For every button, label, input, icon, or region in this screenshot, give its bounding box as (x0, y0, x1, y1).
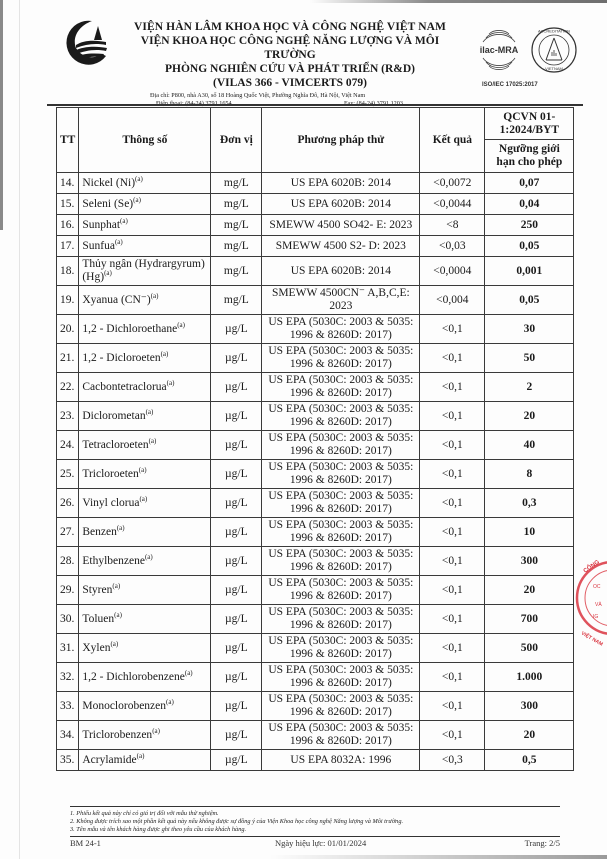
col-header-param: Thông số (79, 108, 211, 173)
table-row (57, 663, 574, 692)
table-row (57, 431, 574, 460)
result-value: <0,03 (420, 236, 485, 257)
footer-divider-bottom (70, 836, 560, 837)
col-header-method: Phương pháp thử (262, 108, 420, 173)
limit-value: 500 (485, 634, 574, 663)
parameter-name: Ethylbenzene$^{(a)}$ (79, 547, 211, 576)
parameter-name: Cacbontetraclorua$^{(a)}$ (79, 373, 211, 402)
unit: µg/L (211, 721, 262, 750)
unit: mg/L (211, 236, 262, 257)
svg-text:VÀ: VÀ (595, 602, 602, 608)
limit-value: 0,07 (485, 173, 574, 194)
parameter-name: Sunphat$^{(a)}$ (79, 215, 211, 236)
test-method: US EPA 6020B: 2014 (262, 194, 420, 215)
result-value: <0,1 (420, 315, 485, 344)
table-row (57, 215, 574, 236)
result-value: <0,1 (420, 402, 485, 431)
table-row (57, 257, 574, 286)
footer-notes (70, 810, 570, 834)
table-row (57, 315, 574, 344)
unit: µg/L (211, 663, 262, 692)
results-table (56, 107, 574, 771)
unit: µg/L (211, 634, 262, 663)
table-row (57, 692, 574, 721)
limit-value: 20 (485, 402, 574, 431)
ilac-mra-logo-icon (477, 28, 521, 72)
limit-value: 0,3 (485, 489, 574, 518)
test-method: US EPA (5030C: 2003 & 5035: 1996 & 8260D: 2017) (262, 373, 420, 402)
test-method: US EPA (5030C: 2003 & 5035: 1996 & 8260D: 2017) (262, 547, 420, 576)
row-index: 22. (57, 373, 79, 402)
result-value: <0,004 (420, 286, 485, 315)
row-index: 28. (57, 547, 79, 576)
test-method: US EPA (5030C: 2003 & 5035: 1996 & 8260D: 2017) (262, 634, 420, 663)
limit-value: 10 (485, 518, 574, 547)
row-index: 16. (57, 215, 79, 236)
result-value: <8 (420, 215, 485, 236)
unit: µg/L (211, 605, 262, 634)
scan-edge-shadow (310, 0, 607, 3)
test-method: SMEWW 4500 S2- D: 2023 (262, 236, 420, 257)
unit: mg/L (211, 286, 262, 315)
academy-name: VIỆN HÀN LÂM KHOA HỌC VÀ CÔNG NGHỆ VIỆT NAM (134, 21, 446, 33)
limit-value: 0,05 (485, 286, 574, 315)
department-name: PHÒNG NGHIÊN CỨU VÀ PHÁT TRIỂN (R&D) (164, 63, 416, 75)
limit-value: 0,05 (485, 236, 574, 257)
result-value: <0,1 (420, 576, 485, 605)
test-method: SMEWW 4500CN⁻ A,B,C,E: 2023 (262, 286, 420, 315)
limit-value: 0,001 (485, 257, 574, 286)
parameter-name: Tricloroeten$^{(a)}$ (79, 460, 211, 489)
page-fold-line (19, 0, 20, 859)
unit: µg/L (211, 315, 262, 344)
result-value: <0,0004 (420, 257, 485, 286)
unit: µg/L (211, 518, 262, 547)
test-method: US EPA (5030C: 2003 & 5035: 1996 & 8260D: 2017) (262, 460, 420, 489)
parameter-name: Seleni $(Se)^{(a)}$ (79, 194, 211, 215)
test-method: US EPA (5030C: 2003 & 5035: 1996 & 8260D: 2017) (262, 344, 420, 373)
limit-value: 300 (485, 547, 574, 576)
svg-text:CÔNG: CÔNG (582, 559, 601, 575)
result-value: <0,1 (420, 344, 485, 373)
unit: µg/L (211, 547, 262, 576)
bureau-of-accreditation-logo-icon (530, 26, 578, 74)
unit: µg/L (211, 460, 262, 489)
unit: µg/L (211, 489, 262, 518)
table-row (57, 173, 574, 194)
row-index: 30. (57, 605, 79, 634)
test-method: SMEWW 4500 SO42- E: 2023 (262, 215, 420, 236)
result-value: <0,1 (420, 373, 485, 402)
result-value: <0,1 (420, 692, 485, 721)
unit: mg/L (211, 173, 262, 194)
table-row (57, 402, 574, 431)
parameter-name: Monoclorobenzen$^{(a)}$ (79, 692, 211, 721)
table-row (57, 547, 574, 576)
page-number: Trang: 2/5 (524, 838, 560, 848)
result-value: <0,1 (420, 721, 485, 750)
unit: µg/L (211, 750, 262, 771)
unit: mg/L (211, 194, 262, 215)
test-method: US EPA (5030C: 2003 & 5035: 1996 & 8260D: 2017) (262, 605, 420, 634)
limit-value: 30 (485, 315, 574, 344)
row-index: 35. (57, 750, 79, 771)
footer-note-3: 3. Tên mẫu và tên khách hàng được ghi theo yêu cầu của khách hàng. (70, 826, 247, 833)
footer-note-2: 2. Không được trích sao một phần kết quả này nếu không được sự đồng ý của Viện Khoa học công nghệ Năng lượng và Môi trường. (70, 818, 404, 825)
row-index: 21. (57, 344, 79, 373)
result-value: <0,1 (420, 460, 485, 489)
table-row (57, 373, 574, 402)
row-index: 14. (57, 173, 79, 194)
row-index: 18. (57, 257, 79, 286)
result-value: <0,1 (420, 663, 485, 692)
parameter-name: Benzen$^{(a)}$ (79, 518, 211, 547)
row-index: 20. (57, 315, 79, 344)
parameter-name: Triclorobenzen$^{(a)}$ (79, 721, 211, 750)
form-code: BM 24-1 (70, 838, 101, 848)
row-index: 31. (57, 634, 79, 663)
institute-name: VIỆN KHOA HỌC CÔNG NGHỆ NĂNG LƯỢNG VÀ MÔI TRƯỜNG (140, 35, 440, 61)
footer-divider-top (70, 806, 560, 807)
table-row (57, 460, 574, 489)
parameter-name: 1,2 - Dicloroeten$^{(a)}$ (79, 344, 211, 373)
parameter-name: Vinyl clorua$^{(a)}$ (79, 489, 211, 518)
row-index: 17. (57, 236, 79, 257)
parameter-name: Xyanua $(CN^-)^{(a)}$ (79, 286, 211, 315)
footer-bar (70, 838, 560, 850)
limit-value: 8 (485, 460, 574, 489)
institute-logo-icon (62, 18, 112, 68)
unit: µg/L (211, 344, 262, 373)
test-method: US EPA (5030C: 2003 & 5035: 1996 & 8260D: 2017) (262, 489, 420, 518)
parameter-name: Sunfua$^{(a)}$ (79, 236, 211, 257)
col-header-unit: Đơn vị (211, 108, 262, 173)
test-method: US EPA (5030C: 2003 & 5035: 1996 & 8260D: 2017) (262, 431, 420, 460)
table-row (57, 194, 574, 215)
row-index: 24. (57, 431, 79, 460)
test-method: US EPA 6020B: 2014 (262, 173, 420, 194)
row-index: 23. (57, 402, 79, 431)
result-value: <0,1 (420, 431, 485, 460)
svg-text:ilac-MRA: ilac-MRA (479, 45, 519, 55)
unit: µg/L (211, 431, 262, 460)
table-row (57, 236, 574, 257)
limit-value: 300 (485, 692, 574, 721)
result-value: <0,1 (420, 634, 485, 663)
test-method: US EPA (5030C: 2003 & 5035: 1996 & 8260D: 2017) (262, 576, 420, 605)
test-method: US EPA (5030C: 2003 & 5035: 1996 & 8260D: 2017) (262, 518, 420, 547)
table-row (57, 750, 574, 771)
test-method: US EPA (5030C: 2003 & 5035: 1996 & 8260D: 2017) (262, 692, 420, 721)
limit-value: 700 (485, 605, 574, 634)
row-index: 25. (57, 460, 79, 489)
limit-value: 50 (485, 344, 574, 373)
result-value: <0,0044 (420, 194, 485, 215)
row-index: 26. (57, 489, 79, 518)
scan-edge-left (0, 0, 3, 230)
row-index: 34. (57, 721, 79, 750)
svg-text:VIETNAM: VIETNAM (545, 66, 563, 71)
row-index: 27. (57, 518, 79, 547)
svg-text:VIỆT NAM: VIỆT NAM (580, 630, 604, 648)
table-row (57, 605, 574, 634)
unit: µg/L (211, 576, 262, 605)
unit: mg/L (211, 215, 262, 236)
parameter-name: Acrylamide$^{(a)}$ (79, 750, 211, 771)
parameter-name: Xylen$^{(a)}$ (79, 634, 211, 663)
unit: µg/L (211, 402, 262, 431)
limit-value: 20 (485, 576, 574, 605)
col-header-tt: TT (57, 108, 79, 173)
col-header-result: Kết quả (420, 108, 485, 173)
parameter-name: Thủy ngân (Hydrargyrum) $(Hg)^{(a)}$ (79, 257, 211, 286)
parameter-name: Toluen$^{(a)}$ (79, 605, 211, 634)
parameter-name: Nickel $(Ni)^{(a)}$ (79, 173, 211, 194)
test-method: US EPA (5030C: 2003 & 5035: 1996 & 8260D: 2017) (262, 663, 420, 692)
address: Địa chỉ: P800, nhà A30, số 18 Hoàng Quốc Việt, Phường Nghĩa Đô, Hà Nội, Việt Nam (150, 92, 366, 99)
limit-value: 2 (485, 373, 574, 402)
result-value: <0,1 (420, 489, 485, 518)
accreditation-codes: (VILAS 366 - VIMCERTS 079) (212, 77, 367, 89)
result-value: <0,3 (420, 750, 485, 771)
limit-value: 40 (485, 431, 574, 460)
parameter-name: 1,2 - Dichloroethane$^{(a)}$ (79, 315, 211, 344)
result-value: <0,1 (420, 605, 485, 634)
row-index: 32. (57, 663, 79, 692)
limit-value: 0,04 (485, 194, 574, 215)
row-index: 33. (57, 692, 79, 721)
test-method: US EPA 6020B: 2014 (262, 257, 420, 286)
institute-header (120, 20, 460, 108)
unit: µg/L (211, 373, 262, 402)
unit: µg/L (211, 692, 262, 721)
scan-edge-bottom (270, 855, 607, 859)
parameter-name: Styren$^{(a)}$ (79, 576, 211, 605)
table-row (57, 576, 574, 605)
result-value: <0,0072 (420, 173, 485, 194)
table-row (57, 286, 574, 315)
svg-text:OC: OC (593, 584, 601, 590)
row-index: 19. (57, 286, 79, 315)
limit-value: 20 (485, 721, 574, 750)
effective-date: Ngày hiệu lực: 01/01/2024 (275, 838, 367, 848)
test-method: US EPA (5030C: 2003 & 5035: 1996 & 8260D: 2017) (262, 402, 420, 431)
parameter-name: Tetracloroeten$^{(a)}$ (79, 431, 211, 460)
parameter-name: Diclorometan$^{(a)}$ (79, 402, 211, 431)
table-row (57, 518, 574, 547)
unit: mg/L (211, 257, 262, 286)
svg-text:ACCREDITATION: ACCREDITATION (537, 28, 571, 34)
parameter-name: 1,2 - Dichlorobenzene$^{(a)}$ (79, 663, 211, 692)
row-index: 15. (57, 194, 79, 215)
test-method: US EPA (5030C: 2003 & 5035: 1996 & 8260D: 2017) (262, 315, 420, 344)
table-row (57, 344, 574, 373)
footer-note-1: 1. Phiếu kết quả này chỉ có giá trị đối với mẫu thử nghiệm. (70, 810, 219, 817)
result-value: <0,1 (420, 547, 485, 576)
test-method: US EPA 8032A: 1996 (262, 750, 420, 771)
header-divider (47, 104, 583, 106)
table-row (57, 634, 574, 663)
table-row (57, 489, 574, 518)
table-row (57, 721, 574, 750)
limit-value: 250 (485, 215, 574, 236)
test-method: US EPA (5030C: 2003 & 5035: 1996 & 8260D: 2017) (262, 721, 420, 750)
row-index: 29. (57, 576, 79, 605)
svg-text:IG: IG (593, 614, 599, 620)
red-seal-stamp-icon (575, 548, 607, 648)
col-header-limit: Ngưỡng giới hạn cho phép (485, 140, 574, 173)
iso-standard: ISO/IEC 17025:2017 (482, 82, 538, 88)
result-value: <0,1 (420, 518, 485, 547)
col-header-standard: QCVN 01-1:2024/BYT (485, 108, 574, 140)
limit-value: 1.000 (485, 663, 574, 692)
limit-value: 0,5 (485, 750, 574, 771)
